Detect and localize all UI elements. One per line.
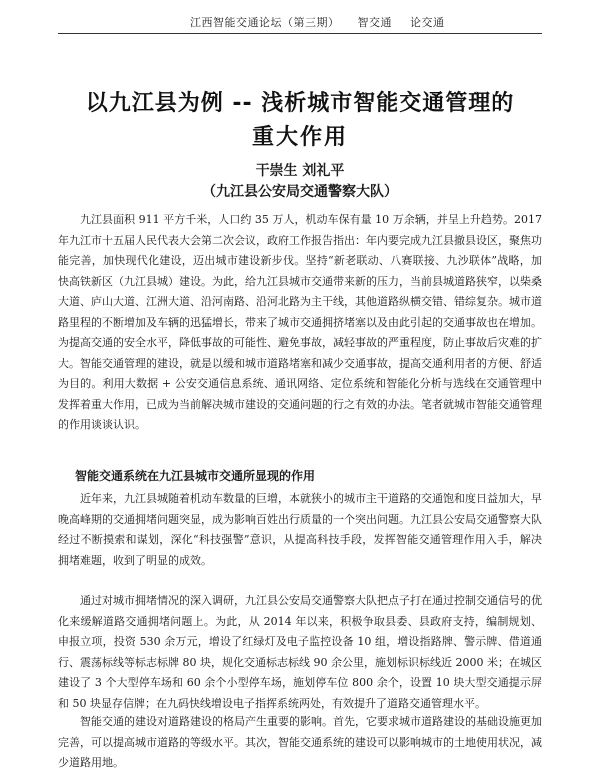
body-paragraph-3: 通过对城市拥堵情况的深入调研，九江县公安局交通警察大队把点子打在通过控制交通信号的优化来缓解道路交通拥堵问题上。为此，从 2014 年以来，积极争取县委、县政府支持，编制规划、申报立项，投资 530 余万元，增设了红绿灯及电子监控设备 10 组，增设指路牌、警示牌、借道通行、震荡标线等标志标牌 80 块，规化交通标志标线 90 余公里，施划标识标线近 2000 米；在城区建设了 3 个大型停车场和 60 余个小型停车场，施划停车位 800 余个，设置 10 块大型交通提示屏和 50 块显存信牌；在九码快线增设电子指挥系统两处，有效提升了道路交通管理水平。 xyxy=(58,594,542,710)
author-affiliation: （九江县公安局交通警察大队） xyxy=(202,184,398,200)
header-rule xyxy=(58,33,542,34)
body-paragraph-2: 近年来，九江县城随着机动车数量的巨增，本就狭小的城市主干道路的交通饱和度日益加大，早晚高峰期的交通拥堵问题突显，成为影响百姓出行质量的一个突出问题。九江县公安局交通警察大队经过不断摸索和谋划，深化“科技强警”意识，从提高科技手段，发挥智能交通管理作用入手，解决拥堵难题，收到了明显的成效。 xyxy=(58,492,542,567)
column-tag-2: 论交通 xyxy=(410,16,445,29)
intro-paragraph: 九江县面积 911 平方千米，人口约 35 万人，机动车保有量 10 万余辆，并呈上升趋势。2017 年九江市十五届人民代表大会第二次会议，政府工作报告指出：年内要完成九江县撤县设区，聚焦功能完善，加快现代化建设，迈出城市建设新步伐。坚持“新老联动、八赛联接、九沙联体”战略，加快高铁新区（九江县城）建设。为此，给九江县城市交通带来新的压力，当前县城道路狭窄，以柴桑大道、庐山大道、江洲大道、沿河南路、沿河北路为主干线，其他道路纵横交错、错综复杂。城市道路里程的不断增加及车辆的迅猛增长，带来了城市交通拥挤堵塞以及由此引起的交通事故也在增加。为提高交通的安全水平，降低事故的可能性、避免事故，减轻事故的严重程度，防止事故后灾难的扩大。智能交通管理的建设，就是以缓和城市道路堵塞和减少交通事故，提高交通利用者的方便、舒适为目的。利用大数据 + 公安交通信息系统、通讯网络、定位系统和智能化分析与选线在交通管理中发挥着重大作用，已成为当前解决城市建设的交通问题的行之有效的办法。笔者就城市智能交通管理的作用谈谈认识。 xyxy=(58,213,542,431)
body-paragraph-4: 智能交通的建设对道路建设的格局产生重要的影响。首先，它要求城市道路建设的基础设施更加完善，可以提高城市道路的等级水平。其次，智能交通系统的建设可以影响城市的土地使用状况，减少道路用地。 xyxy=(58,715,542,769)
column-tag-1: 智交通 xyxy=(357,16,392,29)
journal-name: 江西智能交通论坛（第三期） xyxy=(190,16,340,29)
author-names: 干崇生 刘礼平 xyxy=(255,163,345,179)
article-title-line1: 以九江县为例 -- 浅析城市智能交通管理的 xyxy=(85,91,515,116)
article-title-line2: 重大作用 xyxy=(251,125,348,150)
running-header xyxy=(190,14,459,30)
section-heading: 智能交通系统在九江县城市交通所显现的作用 xyxy=(75,469,316,483)
